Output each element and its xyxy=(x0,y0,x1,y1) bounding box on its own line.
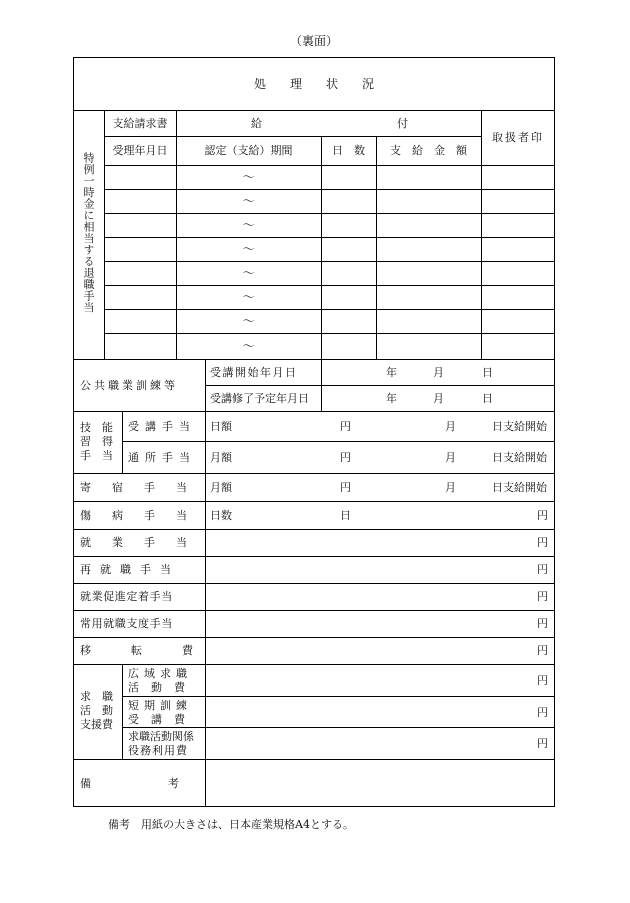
kyushoku-yen: 円 xyxy=(537,737,548,750)
kyushoku-label-2: 活 動 xyxy=(80,704,113,717)
kokyo-end-label: 受講修了予定年月日 xyxy=(210,392,309,405)
col-claim-line1: 支給請求書 xyxy=(112,117,168,130)
rule xyxy=(376,136,377,359)
rule xyxy=(321,136,322,359)
kokyo-day: 日 xyxy=(482,392,493,405)
shobyo-days: 日数 xyxy=(210,509,232,522)
row-label-teichaku: 就業促進定着手当 xyxy=(80,590,173,603)
rule xyxy=(73,473,555,474)
rule xyxy=(104,333,555,334)
rule xyxy=(104,237,555,238)
tokurei-side-label: 特例一時金に相当する退職手当 xyxy=(82,152,95,313)
rule xyxy=(73,637,555,638)
row-yen: 円 xyxy=(537,563,548,576)
row-yen: 円 xyxy=(537,536,548,549)
rule xyxy=(122,696,555,697)
rule xyxy=(73,110,555,111)
period-tilde: ～ xyxy=(242,266,255,280)
kokyo-month: 月 xyxy=(433,366,444,379)
gino-yen: 円 xyxy=(340,420,351,433)
kyushoku-yen: 円 xyxy=(537,706,548,719)
kyushoku-sub2-a: 短期訓練 xyxy=(128,699,192,712)
kokyo-month: 月 xyxy=(433,392,444,405)
kokyo-year: 年 xyxy=(386,392,397,405)
footnote: 備考 用紙の大きさは、日本産業規格A4とする。 xyxy=(108,818,354,831)
kyushoku-label-1: 求 職 xyxy=(80,690,113,703)
kokyo-day: 日 xyxy=(482,366,493,379)
gino-yen: 円 xyxy=(340,451,351,464)
period-tilde: ～ xyxy=(242,314,255,328)
period-tilde: ～ xyxy=(242,194,255,208)
rule xyxy=(104,261,555,262)
shobyo-day: 日 xyxy=(340,509,351,522)
rule xyxy=(122,727,555,728)
rule xyxy=(73,529,555,530)
rule xyxy=(205,359,206,807)
gino-month: 月 xyxy=(445,420,456,433)
rule xyxy=(104,285,555,286)
period-tilde: ～ xyxy=(242,170,255,184)
rule xyxy=(104,189,555,190)
rule xyxy=(104,213,555,214)
kishuku-start: 日支給開始 xyxy=(492,481,547,494)
period-tilde: ～ xyxy=(242,290,255,304)
kishuku-label: 寄宿手当 xyxy=(80,481,208,494)
rule xyxy=(104,136,176,137)
rule xyxy=(73,583,555,584)
row-label-shugyo: 就業手当 xyxy=(80,536,208,549)
kyushoku-label-3: 支援費 xyxy=(80,718,113,731)
rule xyxy=(73,556,555,557)
row-yen: 円 xyxy=(537,590,548,603)
col-period: 認定（支給）期間 xyxy=(204,144,293,157)
biko-label: 備 考 xyxy=(80,777,179,790)
gino-tsusho: 通所手当 xyxy=(128,451,196,464)
rule xyxy=(122,441,555,442)
table-title: 処 理 状 況 xyxy=(253,77,374,91)
col-seal: 取扱者印 xyxy=(492,131,544,144)
gino-monthly: 月額 xyxy=(210,451,232,464)
period-tilde: ～ xyxy=(242,218,255,232)
kyushoku-yen: 円 xyxy=(537,674,548,687)
rule xyxy=(73,759,555,760)
row-label-saishushoku: 再就職手当 xyxy=(80,563,180,576)
kishuku-month: 月 xyxy=(445,481,456,494)
shobyo-label: 傷病手当 xyxy=(80,509,208,522)
col-days: 日 数 xyxy=(332,144,365,157)
rule xyxy=(176,136,481,137)
col-claim-line2: 受理年月日 xyxy=(112,144,168,157)
kyushoku-sub2-b: 受講費 xyxy=(128,713,197,726)
rule xyxy=(205,385,555,386)
rule xyxy=(104,309,555,310)
period-tilde: ～ xyxy=(242,242,255,256)
col-kyu: 給 xyxy=(251,117,262,130)
row-yen: 円 xyxy=(537,644,548,657)
gino-label-3: 手 当 xyxy=(80,449,113,462)
row-label-itenhi: 移転費 xyxy=(80,644,233,657)
rule xyxy=(481,110,482,359)
gino-label-1: 技 能 xyxy=(80,421,113,434)
gino-start: 日支給開始 xyxy=(492,420,547,433)
kyushoku-sub1-a: 広域求職 xyxy=(128,667,192,680)
rule xyxy=(73,359,555,360)
kokyo-year: 年 xyxy=(386,366,397,379)
rule xyxy=(122,664,123,759)
gino-label-2: 習 得 xyxy=(80,435,113,448)
kokyo-start-label: 受講開始年月日 xyxy=(210,366,298,379)
period-tilde: ～ xyxy=(242,339,255,353)
gino-start: 日支給開始 xyxy=(492,451,547,464)
kishuku-yen: 円 xyxy=(340,481,351,494)
col-amount: 支 給 金 額 xyxy=(390,144,467,157)
gino-month: 月 xyxy=(445,451,456,464)
rule xyxy=(73,664,555,665)
row-label-shitaku: 常用就職支度手当 xyxy=(80,617,173,630)
rule xyxy=(73,411,555,412)
col-fu: 付 xyxy=(397,117,408,130)
page-heading: （裏面） xyxy=(290,34,339,48)
rule xyxy=(104,165,555,166)
rule xyxy=(73,501,555,502)
gino-jukou: 受講手当 xyxy=(128,420,196,433)
kyushoku-sub3-b: 役務利用費 xyxy=(128,744,188,757)
shobyo-yen: 円 xyxy=(537,509,548,522)
gino-daily: 日額 xyxy=(210,420,232,433)
kyushoku-sub3-a: 求職活動関係 xyxy=(128,730,194,743)
kishuku-monthly: 月額 xyxy=(210,481,232,494)
rule xyxy=(122,411,123,473)
rule xyxy=(321,359,322,411)
kokyo-label: 公共職業訓練等 xyxy=(80,379,178,392)
rule xyxy=(73,610,555,611)
row-yen: 円 xyxy=(537,617,548,630)
kyushoku-sub1-b: 活動費 xyxy=(128,681,197,694)
